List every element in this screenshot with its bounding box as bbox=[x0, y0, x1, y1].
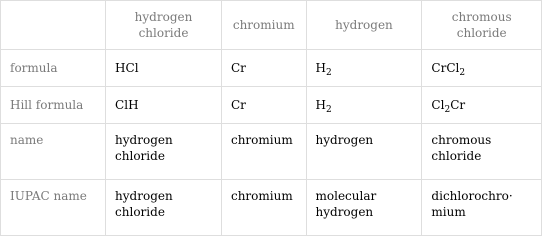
name-chromium: chromium bbox=[221, 124, 306, 180]
formula-hydrogen-chloride: HCl bbox=[106, 50, 222, 87]
iupac-hydrogen-chloride-line2: chloride bbox=[115, 205, 165, 219]
name-hydrogen: hydrogen bbox=[306, 124, 422, 180]
formula-row bbox=[1, 50, 542, 87]
corner-cell bbox=[1, 1, 106, 50]
iupac-chromium: chromium bbox=[221, 180, 306, 236]
header-hydrogen-chloride: hydrogen chloride bbox=[106, 1, 222, 50]
iupac-hydrogen-line2: hydrogen bbox=[315, 205, 374, 219]
hill-chromous-chloride-subscript: 2 bbox=[444, 105, 451, 115]
name-chromous-chloride-line1: chromous bbox=[431, 133, 492, 147]
hill-hydrogen-subscript: 2 bbox=[325, 105, 332, 115]
name-hydrogen-chloride bbox=[106, 124, 222, 180]
header-hydrogen: hydrogen bbox=[306, 1, 422, 50]
name-hydrogen-chloride-line2: chloride bbox=[115, 149, 165, 163]
formula-hydrogen-base: H bbox=[315, 61, 326, 75]
hill-chromous-chloride bbox=[422, 87, 542, 124]
row-label-hill-formula: Hill formula bbox=[1, 87, 106, 124]
row-label-iupac-name: IUPAC name bbox=[1, 180, 106, 236]
name-chromous-chloride-line2: chloride bbox=[431, 149, 482, 163]
hill-chromium: Cr bbox=[221, 87, 306, 124]
hill-chromous-chloride-part1: Cl bbox=[431, 98, 445, 112]
iupac-hydrogen-chloride bbox=[106, 180, 222, 236]
hill-hydrogen-base: H bbox=[315, 98, 326, 112]
name-row bbox=[1, 124, 542, 180]
iupac-chromous-chloride-line1: dichlorochro· bbox=[431, 189, 513, 203]
name-hydrogen-chloride-line1: hydrogen bbox=[115, 133, 173, 147]
iupac-hydrogen-line1: molecular bbox=[315, 189, 377, 203]
iupac-chromous-chloride bbox=[422, 180, 542, 236]
iupac-hydrogen-chloride-line1: hydrogen bbox=[115, 189, 173, 203]
formula-chromium: Cr bbox=[221, 50, 306, 87]
name-chromous-chloride bbox=[422, 124, 542, 180]
hill-hydrogen bbox=[306, 87, 422, 124]
hill-chromous-chloride-part2: Cr bbox=[450, 98, 466, 112]
row-label-name: name bbox=[1, 124, 106, 180]
hill-formula-row bbox=[1, 87, 542, 124]
header-row bbox=[1, 1, 542, 50]
formula-chromous-chloride bbox=[422, 50, 542, 87]
header-chromous-chloride: chromous chloride bbox=[422, 1, 542, 50]
formula-hydrogen bbox=[306, 50, 422, 87]
formula-chromous-chloride-subscript: 2 bbox=[459, 68, 466, 78]
row-label-formula: formula bbox=[1, 50, 106, 87]
iupac-name-row bbox=[1, 180, 542, 236]
iupac-chromous-chloride-line2: mium bbox=[431, 205, 466, 219]
formula-hydrogen-subscript: 2 bbox=[325, 68, 332, 78]
iupac-hydrogen bbox=[306, 180, 422, 236]
hill-hydrogen-chloride: ClH bbox=[106, 87, 222, 124]
formula-chromous-chloride-base: CrCl bbox=[431, 61, 460, 75]
header-chromium: chromium bbox=[221, 1, 306, 50]
